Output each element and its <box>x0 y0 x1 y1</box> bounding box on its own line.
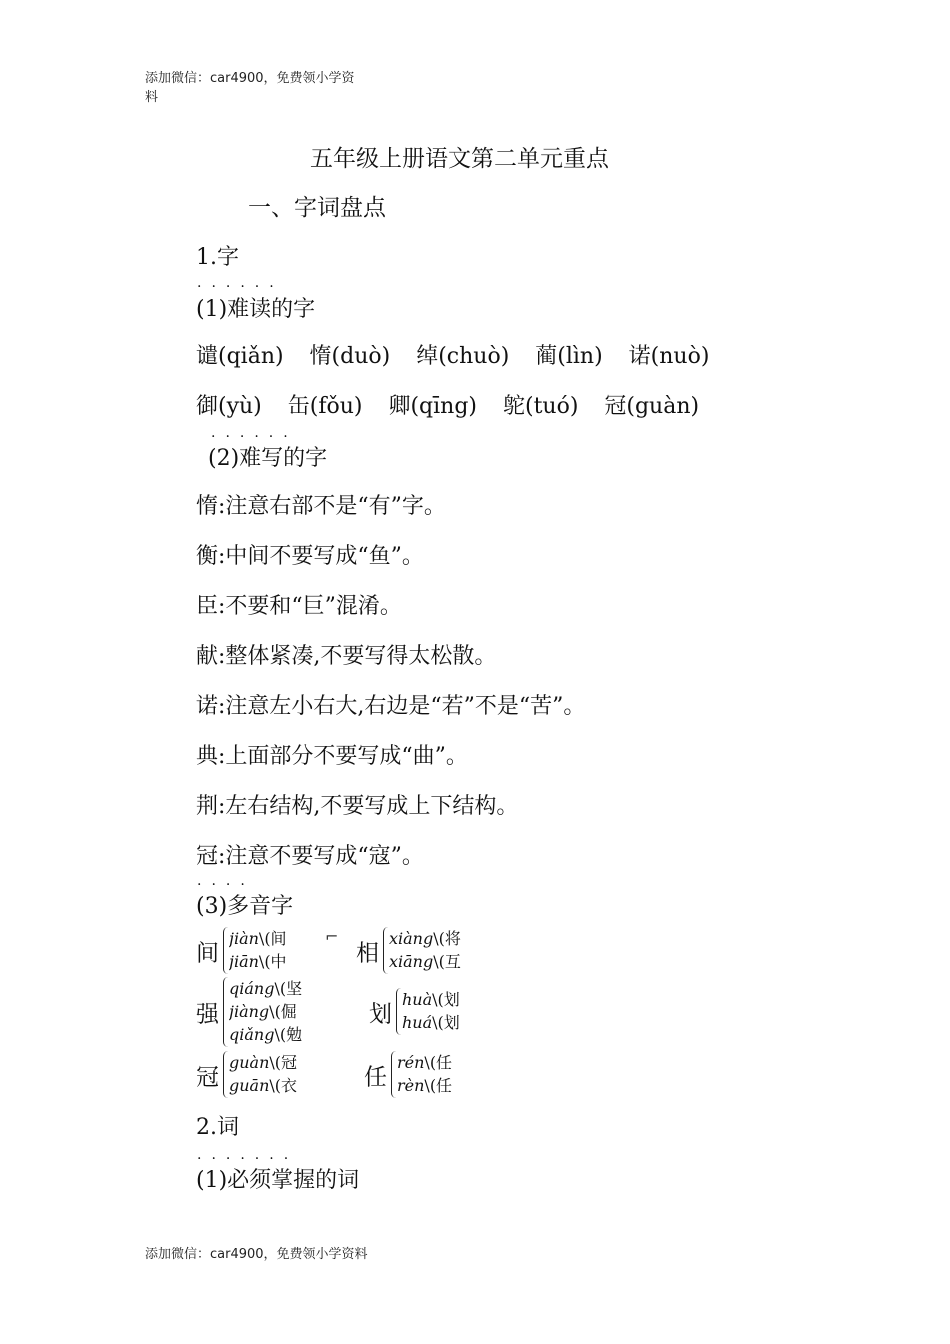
list-item: 衡:中间不要写成“鱼”。 <box>196 544 424 569</box>
list-item: 惰:注意右部不是“有”字。 <box>196 494 446 519</box>
footer-note: 添加微信：car4900，免费领小学资料 <box>145 1247 368 1262</box>
list-item: 诺:注意左小右大,右边是“若”不是“苦”。 <box>196 694 586 719</box>
list-item: 臣:不要和“巨”混淆。 <box>196 594 402 619</box>
emphasis-dots: ....... <box>197 1147 299 1163</box>
polyphone-char: 任 <box>364 1064 387 1090</box>
emphasis-dots: .... <box>197 873 255 889</box>
emphasis-dots: ...... <box>197 275 284 291</box>
list-item: 献:整体紧凑,不要写得太松散。 <box>196 644 497 669</box>
page-title: 五年级上册语文第二单元重点 <box>310 146 609 172</box>
header-note-line2: 料 <box>145 90 159 105</box>
polyphone-char: 相 <box>356 940 379 966</box>
polyphone-hua: 划 huà\(划 huá\(划 <box>369 988 479 1035</box>
polyphone-ren: 任 rén\(任 rèn\(任 <box>364 1051 500 1098</box>
part-heading-words: 2.词 <box>196 1115 239 1140</box>
polyphone-jian: 间 jiàn\(间 jiān\(中 ⌐ <box>196 927 336 974</box>
polyphone-char: 冠 <box>196 1064 219 1090</box>
polyphone-char: 划 <box>369 1001 392 1027</box>
part-heading-characters: 1.字 <box>196 245 239 270</box>
list-item: 典:上面部分不要写成“曲”。 <box>196 744 468 769</box>
subheading-polyphones: (3)多音字 <box>196 894 294 919</box>
pinyin-row: 御(yù) 缶(fǒu) 卿(qīng) 鸵(tuó) 冠(guàn) <box>196 394 700 419</box>
header-note <box>145 69 355 107</box>
header-note-line1: 添加微信：car4900，免费领小学资 <box>145 71 355 86</box>
pinyin-row: 谴(qiǎn) 惰(duò) 绰(chuò) 蔺(lìn) 诺(nuò) <box>196 344 710 369</box>
polyphone-char: 间 <box>196 940 219 966</box>
section-heading: 一、字词盘点 <box>248 195 386 221</box>
subheading-hard-to-write: (2)难写的字 <box>208 446 328 471</box>
emphasis-dots: ...... <box>211 425 298 441</box>
polyphone-char: 强 <box>196 1001 219 1028</box>
list-item: 冠:注意不要写成“寇”。 <box>196 844 424 869</box>
polyphone-guan: 冠 guàn\(冠 guān\(衣 <box>196 1051 341 1098</box>
subheading-hard-to-read: (1)难读的字 <box>196 297 316 322</box>
subheading-must-master-words: (1)必须掌握的词 <box>196 1168 360 1193</box>
list-item: 荆:左右结构,不要写成上下结构。 <box>196 794 519 819</box>
polyphone-xiang: 相 xiàng\(将 xiāng\(互 <box>356 927 508 974</box>
polyphone-qiang: 强 qiáng\(坚 jiàng\(倔 qiǎng\(勉 <box>196 977 346 1047</box>
